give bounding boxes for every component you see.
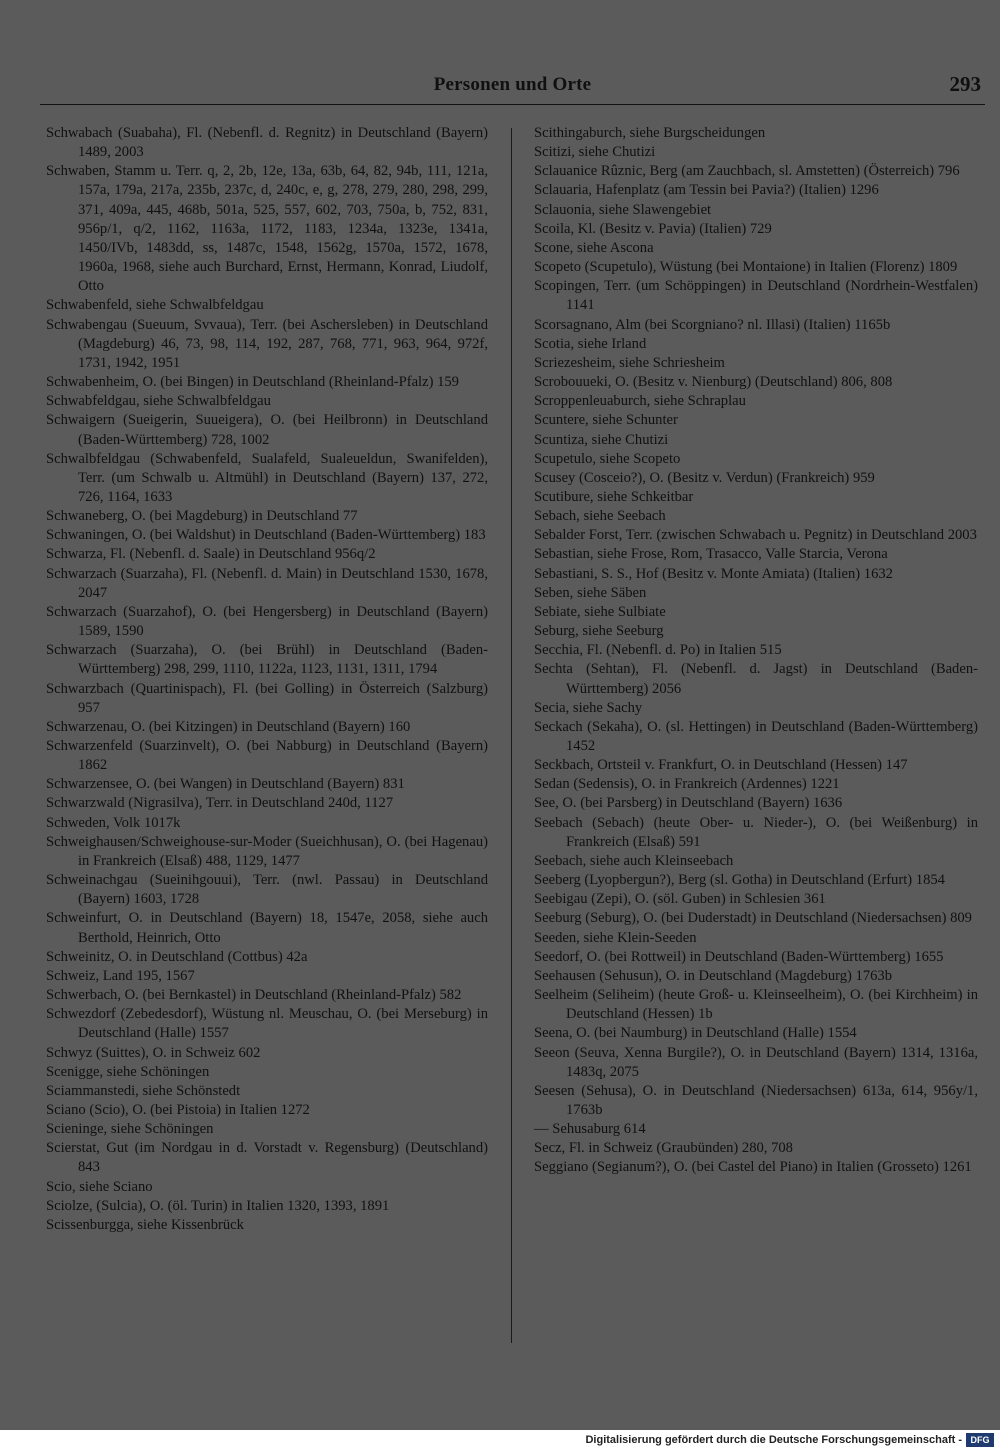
index-entry: Schwarzbach (Quartinispach), Fl. (bei Golling) in Österreich (Salzburg) 957 — [46, 680, 488, 716]
index-entry: Schwaneberg, O. (bei Magdeburg) in Deutschland 77 — [46, 508, 358, 525]
index-entry: Sebastiani, S. S., Hof (Besitz v. Monte Amiata) (Italien) 1632 — [534, 565, 893, 582]
index-entry: Schwabenfeld, siehe Schwalbfeldgau — [46, 297, 264, 314]
index-entry: Seehausen (Sehusun), O. in Deutschland (Magdeburg) 1763b — [534, 967, 893, 984]
page-title: Personen und Orte — [433, 74, 592, 95]
index-entry: Schwabengau (Sueuum, Svvaua), Terr. (bei Aschersleben) in Deutschland (Magdeburg) 46, 73, 98, 114, 192, 287, 768, 771, 963, 964, 972f, 1731, 1942, 1951 — [46, 316, 488, 371]
index-entry: — Sehusaburg 614 — [534, 1121, 646, 1138]
index-entry: Scone, siehe Ascona — [534, 239, 654, 256]
index-entry: Seben, siehe Säben — [534, 584, 647, 601]
index-entry: Schwarzensee, O. (bei Wangen) in Deutschland (Bayern) 831 — [46, 776, 405, 793]
index-entry: Schweden, Volk 1017k — [46, 814, 181, 831]
index-entry: Seeburg (Seburg), O. (bei Duderstadt) in Deutschland (Niedersachsen) 809 — [534, 910, 972, 927]
index-entry: Schwarzach (Suarzaha), Fl. (Nebenfl. d. Main) in Deutschland 1530, 1678, 2047 — [46, 565, 488, 601]
index-entry: Schwaben, Stamm u. Terr. q, 2, 2b, 12e, 13a, 63b, 64, 82, 94b, 111, 121a, 157a, 179a, 217a, 235b, 237c, d, 240c, e, g, 278, 279, 280, 298, 299, 371, 409a, 445, 468b, 501a, 525, 557, 602, 703, 750a, b, 752, 831, 956p/1, q/2, 1162, 1163a, 1172, 1183, 1234a, 1323e, 1341a, 1450/IVb, 1483dd, ss, 1487c, 1548, 1562g, 1570a, 1572, 1678, 1960a, 1968, siehe auch Burchard, Ernst, Hermann, Konrad, Liudolf, Otto — [46, 163, 488, 295]
index-entry: Schweinitz, O. in Deutschland (Cottbus) 42a — [46, 948, 308, 965]
index-entry: Schwezdorf (Zebedesdorf), Wüstung nl. Meuschau, O. (bei Merseburg) in Deutschland (Halle) 1557 — [46, 1006, 488, 1042]
index-entry: Sclauaria, Hafenplatz (am Tessin bei Pavia?) (Italien) 1296 — [534, 182, 879, 199]
index-entry: Scierstat, Gut (im Nordgau in d. Vorstadt v. Regensburg) (Deutschland) 843 — [46, 1140, 488, 1176]
index-entry: Schwabach (Suabaha), Fl. (Nebenfl. d. Regnitz) in Deutschland (Bayern) 1489, 2003 — [46, 125, 488, 161]
index-entry: Schwarzenfeld (Suarzinvelt), O. (bei Nabburg) in Deutschland (Bayern) 1862 — [46, 738, 488, 774]
index-entry: Scotia, siehe Irland — [534, 335, 647, 352]
index-entry: Seesen (Sehusa), O. in Deutschland (Niedersachsen) 613a, 614, 956y/1, 1763b — [534, 1082, 978, 1118]
column-divider — [511, 128, 512, 1343]
index-entry: Seena, O. (bei Naumburg) in Deutschland (Halle) 1554 — [534, 1025, 857, 1042]
index-entry: Sclauanice Rûznic, Berg (am Zauchbach, sl. Amstetten) (Österreich) 796 — [534, 163, 960, 180]
index-entry: Schwarzwald (Nigrasilva), Terr. in Deutschland 240d, 1127 — [46, 795, 394, 812]
index-entry: Scopeto (Scupetulo), Wüstung (bei Montaione) in Italien (Florenz) 1809 — [534, 259, 958, 276]
index-entry: Schweinfurt, O. in Deutschland (Bayern) 18, 1547e, 2058, siehe auch Berthold, Heinrich, Otto — [46, 910, 488, 946]
index-entry: Sebalder Forst, Terr. (zwischen Schwabach u. Pegnitz) in Deutschland 2003 — [534, 527, 977, 544]
index-entry: Scupetulo, siehe Scopeto — [534, 450, 681, 467]
index-entry: Schweiz, Land 195, 1567 — [46, 967, 195, 984]
footer-credit: Digitalisierung gefördert durch die Deutsche Forschungsgemeinschaft - — [585, 1434, 962, 1446]
index-entry: Sclauonia, siehe Slawengebiet — [534, 201, 712, 218]
index-entry: Sciano (Scio), O. (bei Pistoia) in Italien 1272 — [46, 1101, 310, 1118]
index-entry: Seeon (Seuva, Xenna Burgile?), O. in Deutschland (Bayern) 1314, 1316a, 1483q, 2075 — [534, 1044, 978, 1080]
index-entry: Scuntere, siehe Schunter — [534, 412, 678, 429]
index-column-left — [46, 124, 488, 1235]
index-entry: Seggiano (Segianum?), O. (bei Castel del Piano) in Italien (Grosseto) 1261 — [534, 1159, 972, 1176]
index-entry: Schwabenheim, O. (bei Bingen) in Deutschland (Rheinland-Pfalz) 159 — [46, 374, 459, 391]
index-entry: Scusey (Cosceio?), O. (Besitz v. Verdun) (Frankreich) 959 — [534, 469, 875, 486]
index-entry: Seckach (Sekaha), O. (sl. Hettingen) in Deutschland (Baden-Württemberg) 1452 — [534, 718, 978, 754]
index-entry: Secz, Fl. in Schweiz (Graubünden) 280, 708 — [534, 1140, 793, 1157]
index-entry: Schwarza, Fl. (Nebenfl. d. Saale) in Deutschland 956q/2 — [46, 546, 376, 563]
index-entry: Seeden, siehe Klein-Seeden — [534, 929, 697, 946]
index-entry: Sedan (Sedensis), O. in Frankreich (Ardennes) 1221 — [534, 776, 840, 793]
index-entry: Seebach, siehe auch Kleinseebach — [534, 852, 734, 869]
index-entry: Schwaningen, O. (bei Waldshut) in Deutschland (Baden-Württemberg) 183 — [46, 527, 486, 544]
index-entry: Scio, siehe Sciano — [46, 1178, 153, 1195]
index-entry: Scuntiza, siehe Chutizi — [534, 431, 669, 448]
index-entry: Seedorf, O. (bei Rottweil) in Deutschland (Baden-Württemberg) 1655 — [534, 948, 944, 965]
index-entry: Scieninge, siehe Schöningen — [46, 1121, 214, 1138]
index-entry: Scissenburgga, siehe Kissenbrück — [46, 1216, 244, 1233]
index-entry: Secchia, Fl. (Nebenfl. d. Po) in Italien 515 — [534, 642, 782, 659]
index-entry: Schwerbach, O. (bei Bernkastel) in Deutschland (Rheinland-Pfalz) 582 — [46, 987, 462, 1004]
index-entry: Sechta (Sehtan), Fl. (Nebenfl. d. Jagst) in Deutschland (Baden-Württemberg) 2056 — [534, 661, 978, 697]
index-entry: Scriezesheim, siehe Schriesheim — [534, 354, 725, 371]
index-entry: Scroppenleuaburch, siehe Schraplau — [534, 393, 746, 410]
index-entry: Scenigge, siehe Schöningen — [46, 1063, 210, 1080]
index-entry: Schwarzach (Suarzaha), O. (bei Brühl) in Deutschland (Baden-Württemberg) 298, 299, 1110, 1122a, 1123, 1131, 1311, 1794 — [46, 642, 488, 678]
dfg-logo: DFG — [966, 1433, 994, 1447]
index-entry: Seeberg (Lyopbergun?), Berg (sl. Gotha) in Deutschland (Erfurt) 1854 — [534, 872, 945, 889]
index-entry: Seebach (Sebach) (heute Ober- u. Nieder-), O. (bei Weißenburg) in Frankreich (Elsaß) 591 — [534, 814, 978, 850]
index-entry: Seebigau (Zepi), O. (söl. Guben) in Schlesien 361 — [534, 891, 826, 908]
index-entry: Scithingaburch, siehe Burgscheidungen — [534, 125, 766, 141]
index-entry: Scopingen, Terr. (um Schöppingen) in Deutschland (Nordrhein-Westfalen) 1141 — [534, 278, 978, 314]
page-header — [40, 72, 985, 105]
index-entry: Sebiate, siehe Sulbiate — [534, 603, 666, 620]
index-entry: Schweinachgau (Sueinihgouui), Terr. (nwl. Passau) in Deutschland (Bayern) 1603, 1728 — [46, 872, 488, 908]
index-entry: Schwarzach (Suarzahof), O. (bei Hengersberg) in Deutschland (Bayern) 1589, 1590 — [46, 603, 488, 640]
index-entry: Schwaigern (Sueigerin, Suueigera), O. (bei Heilbronn) in Deutschland (Baden-Württemberg) 728, 1002 — [46, 412, 488, 448]
index-entry: Schwabfeldgau, siehe Schwalbfeldgau — [46, 393, 271, 410]
index-entry: Schweighausen/Schweighouse-sur-Moder (Sueichhusan), O. (bei Hagenau) in Frankreich (Elsaß) 488, 1129, 1477 — [46, 833, 488, 869]
footer-bar — [0, 1430, 1000, 1451]
index-entry: Seburg, siehe Seeburg — [534, 623, 664, 640]
index-entry: Scutibure, siehe Schkeitbar — [534, 488, 694, 505]
index-entry: Sebastian, siehe Frose, Rom, Trasacco, Valle Starcia, Verona — [534, 546, 888, 563]
index-entry: Sciammanstedi, siehe Schönstedt — [46, 1082, 241, 1099]
index-entry: Scorsagnano, Alm (bei Scorgniano? nl. Illasi) (Italien) 1165b — [534, 316, 891, 333]
index-column-right — [534, 124, 978, 1178]
index-entry: See, O. (bei Parsberg) in Deutschland (Bayern) 1636 — [534, 795, 843, 812]
page-number: 293 — [949, 72, 981, 96]
index-entry: Scitizi, siehe Chutizi — [534, 144, 656, 161]
index-entry: Seelheim (Seliheim) (heute Groß- u. Kleinseelheim), O. (bei Kirchheim) in Deutschland (Hessen) 1b — [534, 987, 978, 1023]
index-entry: Schwalbfeldgau (Schwabenfeld, Sualafeld, Sualeueldun, Swanifelden), Terr. (um Schwalb u. Altmühl) in Deutschland (Bayern) 137, 272, 726, 1164, 1633 — [46, 450, 488, 505]
index-entry: Schwarzenau, O. (bei Kitzingen) in Deutschland (Bayern) 160 — [46, 718, 411, 735]
index-entry: Secia, siehe Sachy — [534, 699, 643, 716]
index-entry: Schwyz (Suittes), O. in Schweiz 602 — [46, 1044, 261, 1061]
index-entry: Scoila, Kl. (Besitz v. Pavia) (Italien) 729 — [534, 220, 772, 237]
index-entry: Sciolze, (Sulcia), O. (öl. Turin) in Italien 1320, 1393, 1891 — [46, 1197, 390, 1214]
index-entry: Seckbach, Ortsteil v. Frankfurt, O. in Deutschland (Hessen) 147 — [534, 757, 908, 774]
index-entry: Sebach, siehe Seebach — [534, 508, 666, 525]
index-entry: Scrobouueki, O. (Besitz v. Nienburg) (Deutschland) 806, 808 — [534, 374, 893, 391]
